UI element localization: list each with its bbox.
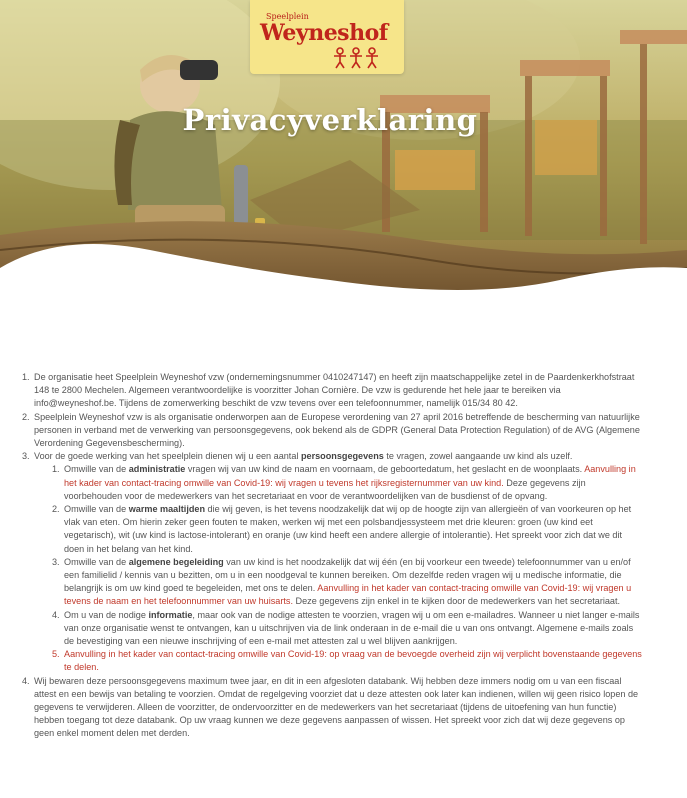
covid-note: Aanvulling in het kader van contact-tracing omwille van Covid-19: wij vragen u tevens de naam en het telefoonnummer van uw huisarts. [64,583,632,607]
page-title: Privacyverklaring [182,103,478,137]
item-number: 1. [52,464,60,475]
item-number: 4. [22,675,30,686]
covid-note: Aanvulling in het kader van contact-tracing omwille van Covid-19: wij vragen u tevens het rijksregisternummer van uw kind. [64,464,636,488]
item-text: Voor de goede werking van het speelplein dienen wij u een aantal persoonsgegevens te vragen, zowel aangaande uw kind als uzelf. [34,451,573,462]
logo-title: Weyneshof [260,20,388,46]
item-text: De organisatie heet Speelplein Weyneshof vzw (ondernemingsnummer 0410247147) en heeft zijn maatschappelijke zetel in de Paardenkerkhofstraat 148 te 2800 Mechelen. Algemeen verantwoordelijke is voorzitter Johan Cornière. De vzw is gedurende het hele jaar te bereiken via info@weyneshof.be. Tijdens de zomerwerking beschikt de vzw tevens over een telefoonnummer, namelijk 015/34 80 42. [34,372,635,409]
list-item [22,411,644,451]
sub-list-item [52,648,644,674]
logo-subtitle: Speelplein [266,12,309,21]
item-text: Wij bewaren deze persoonsgegevens maximum twee jaar, en dit in een afgesloten databank. Wij hebben deze immers nodig om u van een fiscaal attest en een bewijs van betaling te voorzien. Omdat de regelgeving voorziet dat u deze attesten ook later kan indienen, willen wij geen risico lopen de gegevens te verwijderen. Alleen de voorzitter, de ondervoorzitter en de medewerkers van het secretariaat (tijdens de uitoefening van hun functie) hebben toegang tot deze databank. Op uw vraag kunnen we deze gegevens aanpassen of wissen. Het spreekt voor zich dat wij deze gegevens op geen enkel moment delen met derden. [34,675,639,739]
privacy-content [22,371,644,741]
item-number: 5. [52,649,60,660]
item-number: 2. [52,504,60,515]
item-number: 2. [22,411,30,422]
sub-list-item: 1. Omwille van de administratie vragen wij van uw kind de naam en voornaam, de geboortedatum, het geslacht en de woonplaats. Aanvulling in het kader van contact-tracing omwille van Covid-19: wij vragen u tevens het rijksregisternummer van uw kind. Deze gegevens zijn voorbehouden voor de medewerkers van het secretariaat en voor de verantwoordelijken van de busdienst of de opvang. [52,464,636,501]
logo-figures-icon [262,46,392,70]
list-item [22,675,644,741]
hero-banner [0,0,687,330]
item-number: 3. [52,556,60,567]
sub-list-item: 2. Omwille van de warme maaltijden die wij geven, is het tevens noodzakelijk dat wij op de hoogte zijn van allergieën of van voorkeuren op het vlak van eten. Om hierin zeker geen fouten te maken, werken wij met een polsbandjessysteem met drie kleuren: groen (uw kind eet vegetarisch), wit (uw kind is lactose-intolerant) en oranje (uw kind heeft een andere allergie of intolerantie). Het spreekt voor zich dat we dit doen in het belang van het kind. [52,504,632,554]
privacy-list [22,371,644,741]
item-number: 3. [22,451,30,462]
item-number: 1. [22,372,30,382]
sub-list-item: 3. Omwille van de algemene begeleiding van uw kind is het noodzakelijk dat wij één (en bij voorkeur een tweede) telefoonnummer van u en/of een familielid / kennis van u bezitten, om u in een noodgeval te kunnen bereiken. Om dezelfde reden vragen wij u medische informatie, die belangrijk is om uw kind goed te begeleiden, met ons te delen. Aanvulling in het kader van contact-tracing omwille van Covid-19: wij vragen u tevens de naam en het telefoonnummer van uw huisarts. Deze gegevens zijn enkel in te kijken door de medewerkers van het secretariaat. [52,556,632,607]
sub-list-item: 4. Om u van de nodige informatie, maar ook van de nodige attesten te voorzien, vragen wij u om een e-mailadres. Wanneer u niet langer e-mails van onze organisatie wenst te ontvangen, kan u uitschrijven via de link onderaan in de e-mail die u van ons ontvangt. Algemene e-mails zoals de bevestiging van een nieuwe inschrijving of een e-mail met attesten zal u wel blijven aankrijgen. [52,609,640,647]
sub-list [52,463,644,674]
item-text: Speelplein Weyneshof vzw is als organisatie onderworpen aan de Europese verordening van 27 april 2016 betreffende de bescherming van natuurlijke personen in verband met de verwerking van persoonsgegevens, ook bekend als de GDPR (General Data Protection Regulation) of de AVG (Algemene Verordening Gegevensbescherming). [34,411,640,449]
logo[interactable] [250,0,404,74]
list-item [22,371,644,411]
item-number: 4. [52,609,60,620]
covid-note: Aanvulling in het kader van contact-tracing omwille van Covid-19: op vraag van de bevoegde overheid zijn wij verplicht bovenstaande gegevens te delen. [64,649,642,673]
list-item [22,450,644,674]
